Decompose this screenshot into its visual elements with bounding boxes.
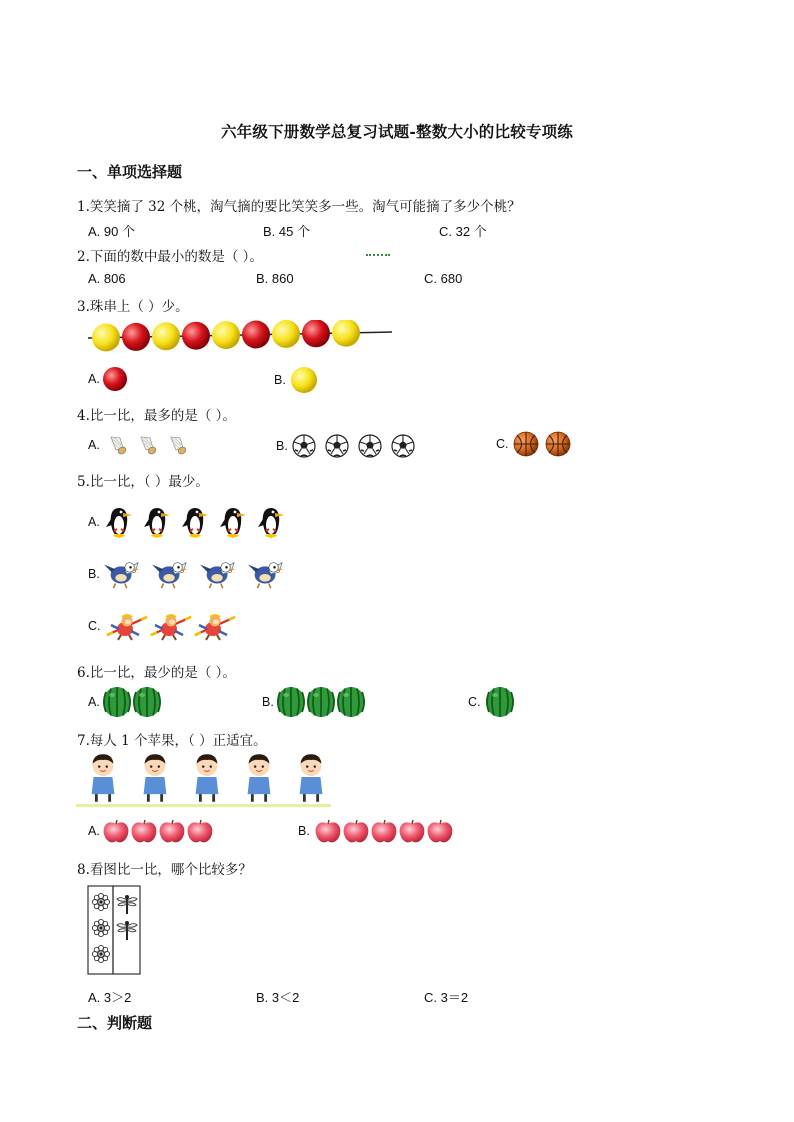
apple-icon — [398, 818, 426, 844]
q5-option-b[interactable] — [88, 558, 284, 590]
q6-option-a-label: A. — [88, 695, 100, 709]
q4-option-b[interactable] — [276, 434, 415, 458]
q8-option-b[interactable]: B. 3＜2 — [256, 990, 300, 1005]
penguin-icon — [218, 504, 248, 540]
soccer-ball-icon — [358, 434, 382, 458]
page-title: 六年级下册数学总复习试题-整数大小的比较专项练 — [220, 122, 574, 141]
q6-option-c[interactable] — [468, 686, 515, 718]
red-bead-icon — [242, 321, 270, 349]
q5-option-c[interactable] — [88, 611, 237, 641]
q7-option-a[interactable] — [88, 818, 214, 844]
shuttlecock-icon — [108, 434, 130, 456]
watermelon-icon — [102, 686, 132, 718]
monkey-king-icon — [193, 611, 237, 641]
bird-icon — [248, 558, 284, 590]
shuttlecock-icon — [138, 434, 160, 456]
apple-icon — [370, 818, 398, 844]
q4-option-c[interactable] — [496, 431, 571, 457]
q2-option-b[interactable]: B. 860 — [256, 271, 294, 286]
basketball-icon — [513, 431, 539, 457]
q4-option-a-label: A. — [88, 438, 100, 452]
penguin-icon — [256, 504, 286, 540]
q6-option-b[interactable] — [262, 686, 366, 718]
flower-icon — [92, 945, 109, 962]
apple-icon — [342, 818, 370, 844]
bead-string-figure — [86, 320, 396, 356]
soccer-ball-icon — [391, 434, 415, 458]
yellow-bead-icon — [92, 324, 120, 352]
q5-option-c-label: C. — [88, 619, 101, 633]
apple-icon — [186, 818, 214, 844]
section-heading-single-choice: 一、单项选择题 — [77, 163, 183, 181]
ink-mark — [366, 250, 390, 256]
bird-icon — [104, 558, 140, 590]
basketball-icon — [545, 431, 571, 457]
bird-icon — [200, 558, 236, 590]
apple-icon — [102, 818, 130, 844]
yellow-bead-icon — [152, 322, 180, 350]
q8-option-a[interactable]: A. 3＞2 — [88, 990, 132, 1005]
child-icon — [240, 752, 278, 804]
dragonfly-icon — [117, 895, 137, 914]
q8-option-c[interactable]: C. 3＝2 — [424, 990, 469, 1005]
q1-option-b[interactable]: B. 45 个 — [263, 224, 310, 239]
soccer-ball-icon — [292, 434, 316, 458]
watermelon-icon — [306, 686, 336, 718]
yellow-bead-icon[interactable] — [290, 366, 318, 394]
apple-icon — [130, 818, 158, 844]
penguin-icon — [104, 504, 134, 540]
q4-option-c-label: C. — [496, 437, 509, 451]
watermelon-icon — [132, 686, 162, 718]
monkey-king-icon — [149, 611, 193, 641]
watermelon-icon — [276, 686, 306, 718]
question-8-text: 8.看图比一比，哪个比较多？ — [77, 862, 252, 878]
q7-option-a-label: A. — [88, 824, 100, 838]
q4-option-a[interactable] — [88, 434, 190, 456]
question-2-text: 2.下面的数中最小的数是（ ）。 — [77, 249, 263, 265]
comparison-figure — [86, 884, 142, 976]
q7-option-b-label: B. — [298, 824, 310, 838]
q5-option-a[interactable] — [88, 504, 286, 540]
dragonfly-icon — [117, 921, 137, 940]
yellow-bead-icon — [272, 320, 300, 348]
q2-option-a[interactable]: A. 806 — [88, 271, 126, 286]
red-bead-icon[interactable] — [102, 366, 128, 392]
child-icon — [136, 752, 174, 804]
question-6-text: 6.比一比，最少的是（ ）。 — [77, 665, 236, 681]
q7-option-b[interactable] — [298, 818, 454, 844]
apple-icon — [426, 818, 454, 844]
watermelon-icon — [336, 686, 366, 718]
red-bead-icon — [302, 320, 330, 347]
shuttlecock-icon — [168, 434, 190, 456]
q5-option-b-label: B. — [88, 567, 100, 581]
q6-option-a[interactable] — [88, 686, 162, 718]
apple-icon — [158, 818, 186, 844]
children-figure — [76, 752, 336, 808]
apple-icon — [314, 818, 342, 844]
flower-icon — [92, 919, 109, 936]
monkey-king-icon — [105, 611, 149, 641]
question-5-text: 5.比一比，（ ）最少。 — [77, 474, 209, 490]
q6-option-c-label: C. — [468, 695, 481, 709]
yellow-bead-icon — [332, 320, 360, 347]
q1-option-c[interactable]: C. 32 个 — [439, 224, 487, 239]
question-1-text: 1.笑笑摘了 32 个桃，淘气摘的要比笑笑多一些。淘气可能摘了多少个桃？ — [77, 199, 521, 215]
child-icon — [188, 752, 226, 804]
q4-option-b-label: B. — [276, 439, 288, 453]
yellow-bead-icon — [212, 321, 240, 349]
q1-option-a[interactable]: A. 90 个 — [88, 224, 135, 239]
q2-option-c[interactable]: C. 680 — [424, 271, 463, 286]
q3-option-b-label[interactable]: B. — [274, 373, 286, 387]
question-3-text: 3.珠串上（ ）少。 — [77, 299, 189, 315]
q6-option-b-label: B. — [262, 695, 274, 709]
child-icon — [292, 752, 330, 804]
bird-icon — [152, 558, 188, 590]
question-4-text: 4.比一比，最多的是（ ）。 — [77, 408, 236, 424]
red-bead-icon — [122, 323, 150, 351]
watermelon-icon — [485, 686, 515, 718]
penguin-icon — [180, 504, 210, 540]
child-icon — [84, 752, 122, 804]
penguin-icon — [142, 504, 172, 540]
q3-option-a-label[interactable]: A. — [88, 372, 100, 386]
flower-icon — [92, 893, 109, 910]
red-bead-icon — [182, 322, 210, 350]
question-7-text: 7.每人 1 个苹果，（ ）正适宜。 — [77, 733, 267, 749]
section-heading-true-false: 二、判断题 — [77, 1014, 153, 1032]
q5-option-a-label: A. — [88, 515, 100, 529]
soccer-ball-icon — [325, 434, 349, 458]
